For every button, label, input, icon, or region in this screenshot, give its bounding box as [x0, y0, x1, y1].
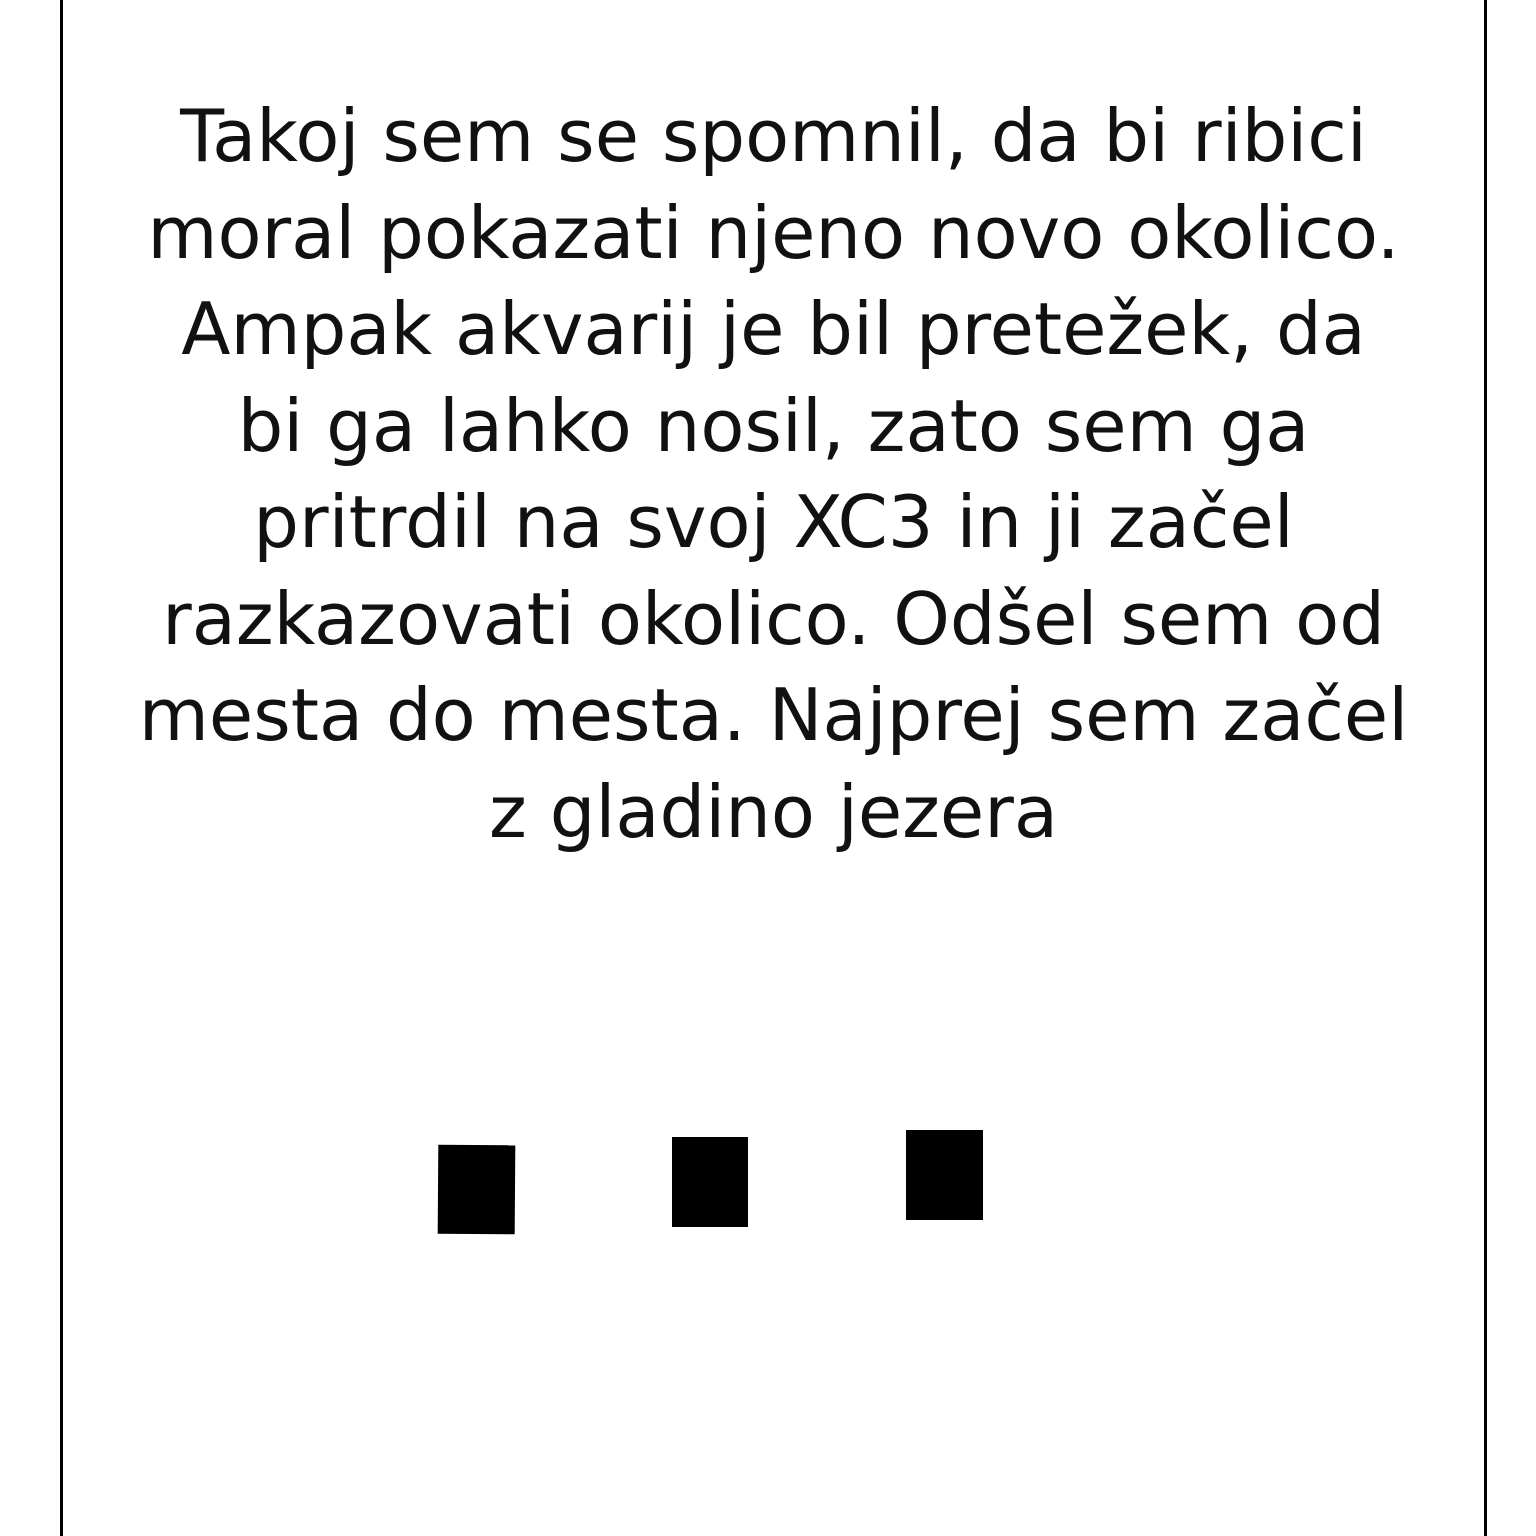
story-line-3: Ampak akvarij je bil pretežek, da — [181, 287, 1366, 371]
ellipsis-dot-3 — [906, 1130, 983, 1220]
ellipsis-dot-2 — [672, 1137, 748, 1227]
page-border-right — [1484, 0, 1487, 1536]
story-text — [63, 88, 1484, 860]
ellipsis-dot-1 — [438, 1145, 516, 1235]
story-line-1: Takoj sem se spomnil, da bi ribici — [180, 94, 1367, 178]
story-line-7: mesta do mesta. Najprej sem začel — [138, 673, 1409, 757]
story-line-8: z gladino jezera — [489, 769, 1058, 854]
story-line-6: razkazovati okolico. Odšel sem od — [162, 576, 1385, 661]
story-line-2: moral pokazati njeno novo okolico. — [147, 190, 1400, 275]
story-line-4: bi ga lahko nosil, zato sem ga — [237, 383, 1310, 468]
story-line-5: pritrdil na svoj XC3 in ji začel — [253, 480, 1294, 564]
